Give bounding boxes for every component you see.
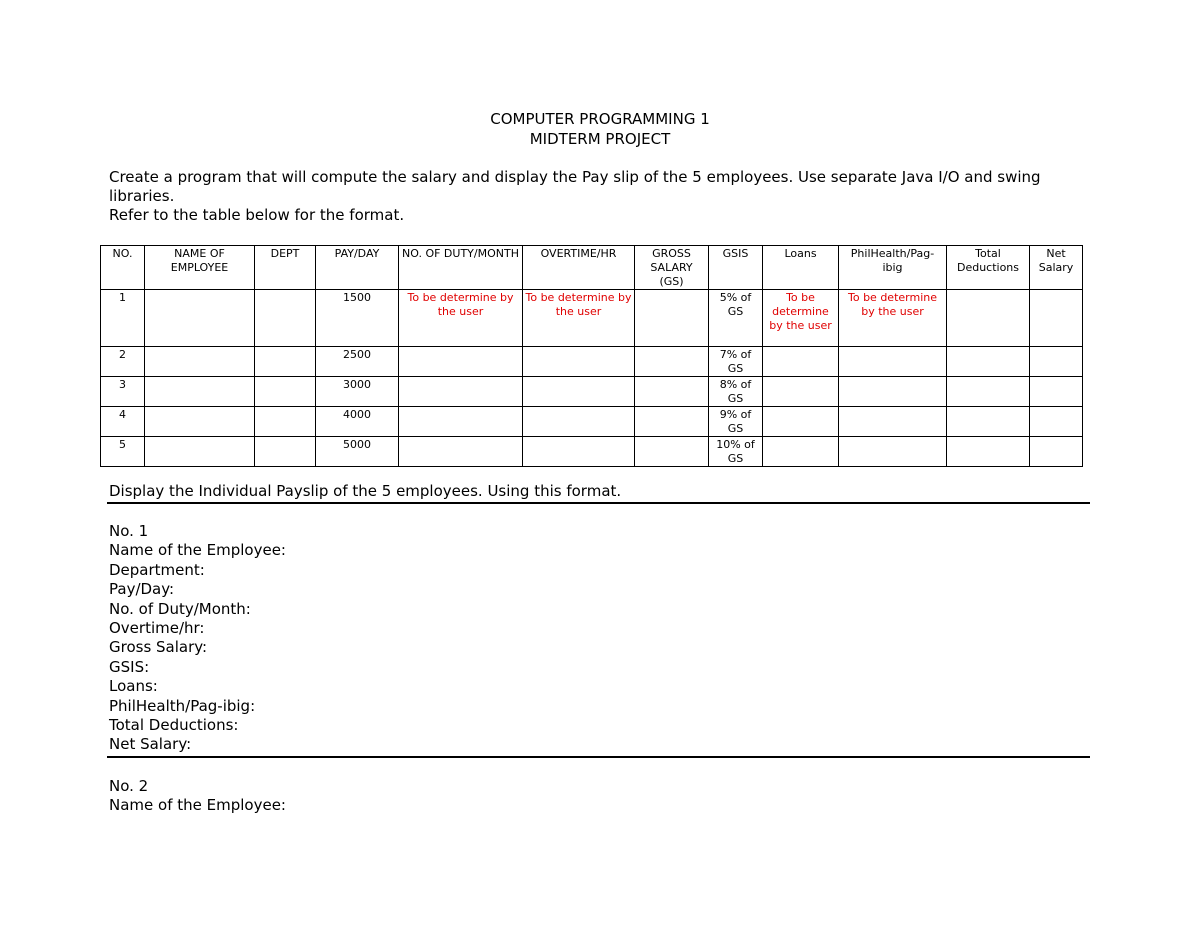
payslip-field: Name of the Employee: <box>109 541 286 560</box>
cell-net-salary <box>1030 347 1083 377</box>
header-gsis: GSIS <box>709 246 763 290</box>
cell-overtime: To be determine by the user <box>523 290 635 347</box>
header-no: NO. <box>101 246 145 290</box>
payslip-field: Total Deductions: <box>109 716 239 735</box>
cell-loans <box>763 347 839 377</box>
cell-philhealth <box>839 377 947 407</box>
divider <box>107 756 1090 758</box>
header-dept: DEPT <box>255 246 316 290</box>
payslip-field: Overtime/hr: <box>109 619 205 638</box>
instructions-paragraph: Create a program that will compute the salary and display the Pay slip of the 5 employees. Use separate Java I/O and swing libraries. <box>109 168 1041 205</box>
cell-pay-day: 1500 <box>316 290 399 347</box>
header-name-of-employee: NAME OF EMPLOYEE <box>145 246 255 290</box>
cell-net-salary <box>1030 290 1083 347</box>
cell-duty-month <box>399 377 523 407</box>
payslip-section-heading: Display the Individual Payslip of the 5 employees. Using this format. <box>109 482 622 500</box>
payslip-field: Loans: <box>109 677 158 696</box>
payslip-2 <box>109 777 286 816</box>
payslip-1 <box>109 522 286 755</box>
cell-loans: To be determine by the user <box>763 290 839 347</box>
cell-gsis: 5% of GS <box>709 290 763 347</box>
payslip-number: No. 2 <box>109 777 149 795</box>
cell-dept <box>255 377 316 407</box>
table-row <box>101 290 1083 347</box>
cell-net-salary <box>1030 377 1083 407</box>
salary-format-table <box>100 245 1083 467</box>
cell-gross-salary <box>635 290 709 347</box>
payslip-field: GSIS: <box>109 657 150 676</box>
cell-philhealth <box>839 407 947 437</box>
cell-duty-month <box>399 347 523 377</box>
cell-pay-day: 2500 <box>316 347 399 377</box>
header-net-salary: Net Salary <box>1030 246 1083 290</box>
cell-gsis: 10% of GS <box>709 437 763 467</box>
payslip-field: No. of Duty/Month: <box>109 599 251 618</box>
cell-dept <box>255 407 316 437</box>
payslip-number: No. 1 <box>109 522 149 540</box>
cell-gross-salary <box>635 347 709 377</box>
cell-total-deductions <box>947 377 1030 407</box>
cell-total-deductions <box>947 437 1030 467</box>
payslip-field: Net Salary: <box>109 735 192 754</box>
cell-loans <box>763 437 839 467</box>
cell-no: 1 <box>101 290 145 347</box>
cell-duty-month <box>399 407 523 437</box>
table-row <box>101 407 1083 437</box>
cell-gross-salary <box>635 407 709 437</box>
cell-no: 4 <box>101 407 145 437</box>
header-philhealth-pagibig: PhilHealth/Pag-ibig <box>839 246 947 290</box>
header-loans: Loans <box>763 246 839 290</box>
payslip-field: Pay/Day: <box>109 580 175 599</box>
cell-gsis: 9% of GS <box>709 407 763 437</box>
table-row <box>101 437 1083 467</box>
cell-dept <box>255 347 316 377</box>
cell-name <box>145 347 255 377</box>
header-overtime-hr: OVERTIME/HR <box>523 246 635 290</box>
cell-overtime <box>523 377 635 407</box>
cell-no: 5 <box>101 437 145 467</box>
cell-no: 2 <box>101 347 145 377</box>
cell-name <box>145 437 255 467</box>
cell-overtime <box>523 437 635 467</box>
cell-total-deductions <box>947 407 1030 437</box>
cell-dept <box>255 437 316 467</box>
cell-gsis: 8% of GS <box>709 377 763 407</box>
cell-pay-day: 5000 <box>316 437 399 467</box>
cell-pay-day: 4000 <box>316 407 399 437</box>
table-row <box>101 347 1083 377</box>
cell-no: 3 <box>101 377 145 407</box>
cell-philhealth <box>839 437 947 467</box>
document-title: COMPUTER PROGRAMMING 1 <box>490 110 710 128</box>
cell-gross-salary <box>635 377 709 407</box>
cell-duty-month: To be determine by the user <box>399 290 523 347</box>
cell-dept <box>255 290 316 347</box>
cell-philhealth: To be determine by the user <box>839 290 947 347</box>
payslip-field: Department: <box>109 560 205 579</box>
cell-overtime <box>523 347 635 377</box>
header-pay-day: PAY/DAY <box>316 246 399 290</box>
cell-pay-day: 3000 <box>316 377 399 407</box>
cell-philhealth <box>839 347 947 377</box>
cell-total-deductions <box>947 290 1030 347</box>
payslip-field: Name of the Employee: <box>109 796 286 815</box>
header-gross-salary: GROSS SALARY (GS) <box>635 246 709 290</box>
header-duty-month: NO. OF DUTY/MONTH <box>399 246 523 290</box>
cell-total-deductions <box>947 347 1030 377</box>
refer-paragraph: Refer to the table below for the format. <box>109 206 405 224</box>
cell-name <box>145 407 255 437</box>
payslip-field: Gross Salary: <box>109 638 208 657</box>
cell-name <box>145 377 255 407</box>
divider <box>107 502 1090 504</box>
cell-duty-month <box>399 437 523 467</box>
cell-gross-salary <box>635 437 709 467</box>
cell-net-salary <box>1030 437 1083 467</box>
document-subtitle: MIDTERM PROJECT <box>529 130 671 148</box>
cell-loans <box>763 407 839 437</box>
header-total-deductions: Total Deductions <box>947 246 1030 290</box>
cell-gsis: 7% of GS <box>709 347 763 377</box>
cell-overtime <box>523 407 635 437</box>
cell-loans <box>763 377 839 407</box>
table-row <box>101 377 1083 407</box>
cell-net-salary <box>1030 407 1083 437</box>
payslip-field: PhilHealth/Pag-ibig: <box>109 696 256 715</box>
cell-name <box>145 290 255 347</box>
